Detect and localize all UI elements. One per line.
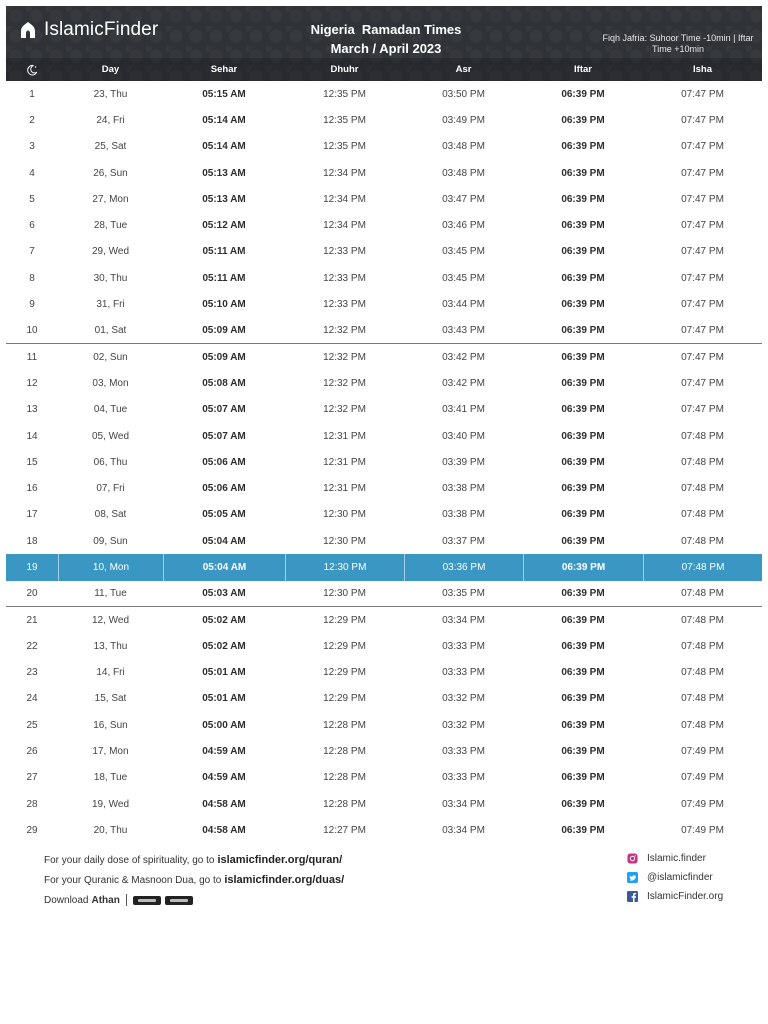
dhuhr-time-cell: 12:29 PM <box>323 614 366 626</box>
isha-time-cell: 07:47 PM <box>681 114 724 126</box>
social-instagram[interactable] <box>627 849 723 868</box>
day-date-cell: 16, Sun <box>93 719 128 731</box>
dhuhr-time-cell: 12:35 PM <box>323 114 366 126</box>
table-row <box>6 423 762 449</box>
iftar-time-cell: 06:39 PM <box>561 404 605 416</box>
dhuhr-time-cell: 12:30 PM <box>323 509 366 521</box>
isha-time-cell: 07:49 PM <box>681 798 724 810</box>
page-title <box>256 20 516 58</box>
day-date-cell: 13, Thu <box>93 640 128 652</box>
asr-time-cell: 03:50 PM <box>442 88 485 100</box>
iftar-time-cell: 06:39 PM <box>561 220 605 232</box>
footer-duas-text: For your Quranic & Masnoon Dua, go to <box>44 874 222 886</box>
isha-time-cell: 07:48 PM <box>681 535 724 547</box>
quran-link[interactable]: islamicfinder.org/quran/ <box>217 854 343 866</box>
day-number-cell: 6 <box>29 220 35 232</box>
asr-time-cell: 03:42 PM <box>442 351 485 363</box>
day-date-cell: 02, Sun <box>93 351 128 363</box>
isha-time-cell: 07:48 PM <box>681 640 724 652</box>
sehar-time-cell: 05:01 AM <box>202 667 246 679</box>
dhuhr-time-cell: 12:33 PM <box>323 246 366 258</box>
day-number-cell: 27 <box>26 772 38 784</box>
sehar-time-cell: 05:05 AM <box>202 509 246 521</box>
dhuhr-time-cell: 12:31 PM <box>323 483 366 495</box>
asr-time-cell: 03:48 PM <box>442 141 485 153</box>
isha-time-cell: 07:47 PM <box>681 404 724 416</box>
isha-time-cell: 07:49 PM <box>681 772 724 784</box>
sehar-time-cell: 05:08 AM <box>202 377 246 389</box>
isha-time-cell: 07:48 PM <box>681 456 724 468</box>
day-date-cell: 08, Sat <box>94 509 127 521</box>
day-number-cell: 11 <box>26 351 38 363</box>
sehar-time-cell: 05:09 AM <box>202 324 246 336</box>
sehar-time-cell: 05:07 AM <box>202 430 246 442</box>
table-row <box>6 449 762 475</box>
column-header-isha: Isha <box>692 64 712 75</box>
sehar-time-cell: 05:04 AM <box>202 535 246 547</box>
sehar-time-cell: 04:58 AM <box>202 824 246 836</box>
athan-app-name: Athan <box>91 894 120 906</box>
instagram-handle: Islamic.finder <box>647 853 706 864</box>
asr-time-cell: 03:40 PM <box>442 430 485 442</box>
crescent-moon-icon <box>6 58 58 81</box>
asr-time-cell: 03:47 PM <box>442 193 485 205</box>
day-date-cell: 04, Tue <box>93 404 128 416</box>
sehar-time-cell: 05:00 AM <box>202 719 246 731</box>
day-number-cell: 1 <box>29 88 35 100</box>
dhuhr-time-cell: 12:30 PM <box>323 535 366 547</box>
dhuhr-time-cell: 12:28 PM <box>323 719 366 731</box>
day-date-cell: 09, Sun <box>93 535 128 547</box>
day-number-cell: 15 <box>26 456 38 468</box>
dhuhr-time-cell: 12:31 PM <box>323 430 366 442</box>
asr-time-cell: 03:41 PM <box>442 404 485 416</box>
table-row <box>6 370 762 396</box>
column-header-sehar: Sehar <box>210 64 238 75</box>
asr-time-cell: 03:33 PM <box>442 746 485 758</box>
iftar-time-cell: 06:39 PM <box>561 324 605 336</box>
mosque-icon <box>18 20 38 40</box>
isha-time-cell: 07:48 PM <box>681 667 724 679</box>
sehar-time-cell: 05:02 AM <box>202 640 246 652</box>
iftar-time-cell: 06:39 PM <box>561 587 605 599</box>
footer-duas-line <box>44 870 344 890</box>
asr-time-cell: 03:38 PM <box>442 483 485 495</box>
dhuhr-time-cell: 12:29 PM <box>323 667 366 679</box>
iftar-time-cell: 06:39 PM <box>561 141 605 153</box>
iftar-time-cell: 06:39 PM <box>561 483 605 495</box>
table-row <box>6 239 762 265</box>
dhuhr-time-cell: 12:33 PM <box>323 299 366 311</box>
table-row <box>6 81 762 107</box>
day-number-cell: 5 <box>29 193 35 205</box>
table-row <box>6 160 762 186</box>
day-date-cell: 24, Fri <box>96 114 125 126</box>
day-number-cell: 16 <box>26 483 38 495</box>
isha-time-cell: 07:47 PM <box>681 193 724 205</box>
asr-time-cell: 03:32 PM <box>442 719 485 731</box>
table-row <box>6 502 762 528</box>
dhuhr-time-cell: 12:31 PM <box>323 456 366 468</box>
table-row <box>6 344 762 370</box>
day-number-cell: 24 <box>26 693 38 705</box>
table-row <box>6 318 762 344</box>
iftar-time-cell: 06:39 PM <box>561 114 605 126</box>
day-number-cell: 21 <box>26 614 38 626</box>
iftar-time-cell: 06:39 PM <box>561 719 605 731</box>
day-number-cell: 3 <box>29 141 35 153</box>
isha-time-cell: 07:49 PM <box>681 824 724 836</box>
isha-time-cell: 07:48 PM <box>681 509 724 521</box>
dhuhr-time-cell: 12:32 PM <box>323 324 366 336</box>
isha-time-cell: 07:49 PM <box>681 746 724 758</box>
dhuhr-time-cell: 12:27 PM <box>323 824 366 836</box>
asr-time-cell: 03:42 PM <box>442 377 485 389</box>
day-number-cell: 28 <box>26 798 38 810</box>
asr-time-cell: 03:49 PM <box>442 114 485 126</box>
asr-time-cell: 03:46 PM <box>442 220 485 232</box>
day-date-cell: 23, Thu <box>93 88 128 100</box>
asr-time-cell: 03:33 PM <box>442 640 485 652</box>
day-number-cell: 19 <box>26 561 38 573</box>
dhuhr-time-cell: 12:34 PM <box>323 193 366 205</box>
social-facebook[interactable] <box>627 887 723 906</box>
sehar-time-cell: 05:11 AM <box>202 272 246 284</box>
sehar-time-cell: 05:15 AM <box>202 88 246 100</box>
isha-time-cell: 07:48 PM <box>681 614 724 626</box>
day-number-cell: 2 <box>29 114 35 126</box>
iftar-time-cell: 06:39 PM <box>561 430 605 442</box>
day-date-cell: 11, Tue <box>94 587 127 599</box>
asr-time-cell: 03:33 PM <box>442 667 485 679</box>
sehar-time-cell: 05:04 AM <box>163 554 285 580</box>
table-row <box>6 554 762 580</box>
fiqh-note: Fiqh Jafria: Suhoor Time -10min | Iftar Time +10min <box>602 33 754 54</box>
google-play-badge[interactable] <box>133 896 161 905</box>
table-row <box>6 528 762 554</box>
table-row <box>6 738 762 764</box>
dhuhr-time-cell: 12:29 PM <box>323 693 366 705</box>
dhuhr-time-cell: 12:32 PM <box>323 377 366 389</box>
asr-time-cell: 03:36 PM <box>404 554 523 580</box>
day-number-cell: 4 <box>29 167 35 179</box>
day-number-cell: 29 <box>26 824 38 836</box>
sehar-time-cell: 05:06 AM <box>202 483 246 495</box>
isha-time-cell: 07:48 PM <box>681 693 724 705</box>
dhuhr-time-cell: 12:29 PM <box>323 640 366 652</box>
day-number-cell: 9 <box>29 299 35 311</box>
iftar-time-cell: 06:39 PM <box>561 377 605 389</box>
iftar-time-cell: 06:39 PM <box>561 824 605 836</box>
iftar-time-cell: 06:39 PM <box>561 299 605 311</box>
table-row <box>6 765 762 791</box>
isha-time-cell: 07:47 PM <box>681 88 724 100</box>
iftar-time-cell: 06:39 PM <box>561 167 605 179</box>
isha-time-cell: 07:47 PM <box>681 220 724 232</box>
duas-link[interactable]: islamicfinder.org/duas/ <box>224 874 345 886</box>
day-date-cell: 03, Mon <box>92 377 129 389</box>
iftar-time-cell: 06:39 PM <box>561 746 605 758</box>
table-row <box>6 265 762 291</box>
day-number-cell: 10 <box>26 324 38 336</box>
column-header-asr: Asr <box>455 64 472 75</box>
day-number-cell: 14 <box>26 430 38 442</box>
twitter-handle: @islamicfinder <box>647 872 713 883</box>
asr-time-cell: 03:45 PM <box>442 272 485 284</box>
asr-time-cell: 03:37 PM <box>442 535 485 547</box>
column-header-dhuhr: Dhuhr <box>330 64 359 75</box>
sehar-time-cell: 05:14 AM <box>202 114 246 126</box>
day-date-cell: 30, Thu <box>93 272 128 284</box>
iftar-time-cell: 06:39 PM <box>561 614 605 626</box>
iftar-time-cell: 06:39 PM <box>561 693 605 705</box>
day-date-cell: 14, Fri <box>96 667 125 679</box>
download-line <box>44 890 344 910</box>
sehar-time-cell: 05:10 AM <box>202 299 246 311</box>
logo[interactable] <box>18 19 158 41</box>
table-row <box>6 186 762 212</box>
divider <box>126 894 127 906</box>
dhuhr-time-cell: 12:35 PM <box>323 141 366 153</box>
column-header-row <box>6 58 762 81</box>
table-row <box>6 134 762 160</box>
iftar-time-cell: 06:39 PM <box>561 535 605 547</box>
iftar-time-cell: 06:39 PM <box>561 193 605 205</box>
iftar-time-cell: 06:39 PM <box>561 456 605 468</box>
logo-text: IslamicFinder <box>44 19 159 40</box>
instagram-icon <box>627 853 638 864</box>
sehar-time-cell: 04:58 AM <box>202 798 246 810</box>
isha-time-cell: 07:48 PM <box>681 430 724 442</box>
isha-time-cell: 07:47 PM <box>681 272 724 284</box>
day-date-cell: 18, Tue <box>93 772 128 784</box>
dhuhr-time-cell: 12:34 PM <box>323 167 366 179</box>
table-row <box>6 712 762 738</box>
facebook-icon <box>627 891 638 902</box>
isha-time-cell: 07:47 PM <box>681 246 724 258</box>
isha-time-cell: 07:48 PM <box>681 587 724 599</box>
sehar-time-cell: 05:01 AM <box>202 693 246 705</box>
day-number-cell: 23 <box>26 667 38 679</box>
isha-time-cell: 07:48 PM <box>681 483 724 495</box>
table-row <box>6 607 762 633</box>
iftar-time-cell: 06:39 PM <box>561 88 605 100</box>
day-number-cell: 26 <box>26 746 38 758</box>
isha-time-cell: 07:48 PM <box>643 554 762 580</box>
column-header-iftar: Iftar <box>574 64 592 75</box>
day-date-cell: 20, Thu <box>93 824 128 836</box>
table-row <box>6 475 762 501</box>
day-number-cell: 25 <box>26 719 38 731</box>
day-number-cell: 17 <box>26 509 38 521</box>
table-row <box>6 791 762 817</box>
day-number-cell: 20 <box>26 587 38 599</box>
day-number-cell: 7 <box>29 246 35 258</box>
table-row <box>6 291 762 317</box>
asr-time-cell: 03:45 PM <box>442 246 485 258</box>
dhuhr-time-cell: 12:35 PM <box>323 88 366 100</box>
day-date-cell: 07, Fri <box>96 483 125 495</box>
iftar-time-cell: 06:39 PM <box>561 772 605 784</box>
day-number-cell: 8 <box>29 272 35 284</box>
day-number-cell: 13 <box>26 404 38 416</box>
asr-time-cell: 03:38 PM <box>442 509 485 521</box>
table-row <box>6 633 762 659</box>
day-date-cell: 10, Mon <box>58 554 163 580</box>
ramadan-timetable <box>6 81 762 844</box>
asr-time-cell: 03:35 PM <box>442 587 485 599</box>
facebook-page: IslamicFinder.org <box>647 891 724 902</box>
table-row <box>6 817 762 843</box>
asr-time-cell: 03:48 PM <box>442 167 485 179</box>
table-row <box>6 581 762 607</box>
sehar-time-cell: 05:02 AM <box>202 614 246 626</box>
day-date-cell: 17, Mon <box>92 746 129 758</box>
footer-links <box>44 850 344 910</box>
isha-time-cell: 07:47 PM <box>681 299 724 311</box>
asr-time-cell: 03:43 PM <box>442 324 485 336</box>
table-row <box>6 107 762 133</box>
sehar-time-cell: 05:06 AM <box>202 456 246 468</box>
isha-time-cell: 07:47 PM <box>681 377 724 389</box>
day-date-cell: 29, Wed <box>91 246 130 258</box>
column-header-day: Day <box>101 64 120 75</box>
dhuhr-time-cell: 12:28 PM <box>323 746 366 758</box>
isha-time-cell: 07:48 PM <box>681 719 724 731</box>
iftar-time-cell: 06:39 PM <box>561 509 605 521</box>
iftar-time-cell: 06:39 PM <box>561 351 605 363</box>
day-date-cell: 15, Sat <box>94 693 127 705</box>
day-date-cell: 25, Sat <box>94 141 127 153</box>
iftar-time-cell: 06:39 PM <box>561 798 605 810</box>
day-date-cell: 06, Thu <box>93 456 128 468</box>
day-number-cell: 22 <box>26 640 38 652</box>
sehar-time-cell: 05:13 AM <box>202 167 246 179</box>
iftar-time-cell: 06:39 PM <box>523 554 643 580</box>
social-twitter[interactable] <box>627 868 723 887</box>
asr-time-cell: 03:44 PM <box>442 299 485 311</box>
day-date-cell: 19, Wed <box>91 798 130 810</box>
isha-time-cell: 07:47 PM <box>681 324 724 336</box>
iftar-time-cell: 06:39 PM <box>561 640 605 652</box>
sehar-time-cell: 05:03 AM <box>202 587 246 599</box>
download-text: Download <box>44 894 89 906</box>
asr-time-cell: 03:32 PM <box>442 693 485 705</box>
table-row <box>6 660 762 686</box>
day-date-cell: 12, Wed <box>91 614 130 626</box>
sehar-time-cell: 05:07 AM <box>202 404 246 416</box>
table-row <box>6 212 762 238</box>
sehar-time-cell: 04:59 AM <box>202 772 246 784</box>
sehar-time-cell: 05:12 AM <box>202 220 246 232</box>
footer-quran-line <box>44 850 344 870</box>
day-date-cell: 28, Tue <box>93 220 128 232</box>
day-number-cell: 18 <box>26 535 38 547</box>
sehar-time-cell: 05:14 AM <box>202 141 246 153</box>
sehar-time-cell: 05:11 AM <box>202 246 246 258</box>
asr-time-cell: 03:33 PM <box>442 772 485 784</box>
dhuhr-time-cell: 12:33 PM <box>323 272 366 284</box>
isha-time-cell: 07:47 PM <box>681 351 724 363</box>
dhuhr-time-cell: 12:34 PM <box>323 220 366 232</box>
asr-time-cell: 03:39 PM <box>442 456 485 468</box>
title-line-2: March / April 2023 <box>330 41 442 56</box>
table-row <box>6 397 762 423</box>
dhuhr-time-cell: 12:32 PM <box>323 351 366 363</box>
title-line-1: Nigeria Ramadan Times <box>310 22 462 37</box>
asr-time-cell: 03:34 PM <box>442 614 485 626</box>
sehar-time-cell: 05:13 AM <box>202 193 246 205</box>
asr-time-cell: 03:34 PM <box>442 798 485 810</box>
page-header <box>6 6 762 81</box>
day-date-cell: 05, Wed <box>91 430 130 442</box>
twitter-icon <box>627 872 638 883</box>
day-date-cell: 01, Sat <box>94 324 127 336</box>
iftar-time-cell: 06:39 PM <box>561 272 605 284</box>
app-store-badge[interactable] <box>165 896 193 905</box>
asr-time-cell: 03:34 PM <box>442 824 485 836</box>
dhuhr-time-cell: 12:32 PM <box>323 404 366 416</box>
dhuhr-time-cell: 12:28 PM <box>323 772 366 784</box>
table-row <box>6 686 762 712</box>
day-date-cell: 27, Mon <box>92 193 129 205</box>
isha-time-cell: 07:47 PM <box>681 167 724 179</box>
dhuhr-time-cell: 12:30 PM <box>285 554 404 580</box>
day-number-cell: 12 <box>26 377 38 389</box>
social-links <box>627 849 723 906</box>
iftar-time-cell: 06:39 PM <box>561 246 605 258</box>
iftar-time-cell: 06:39 PM <box>561 667 605 679</box>
day-date-cell: 26, Sun <box>93 167 128 179</box>
day-date-cell: 31, Fri <box>96 299 125 311</box>
dhuhr-time-cell: 12:28 PM <box>323 798 366 810</box>
isha-time-cell: 07:47 PM <box>681 141 724 153</box>
footer-quran-text: For your daily dose of spirituality, go to <box>44 854 215 866</box>
sehar-time-cell: 04:59 AM <box>202 746 246 758</box>
sehar-time-cell: 05:09 AM <box>202 351 246 363</box>
dhuhr-time-cell: 12:30 PM <box>323 587 366 599</box>
